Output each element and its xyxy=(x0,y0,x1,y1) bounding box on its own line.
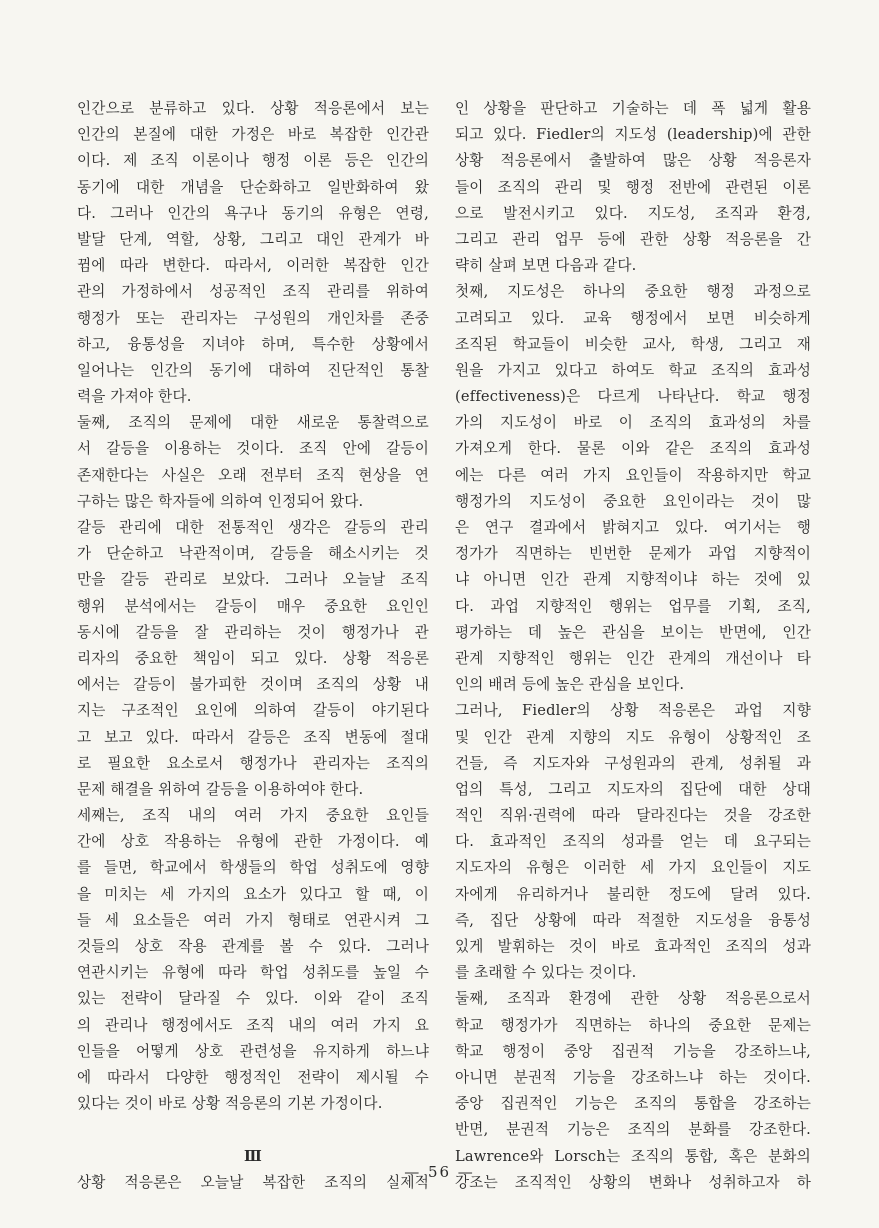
text-line: 학교 행정가가 직면하는 하나의 중요한 문제는 xyxy=(455,1016,811,1034)
text-line: 첫째, 지도성은 하나의 중요한 행정 과정으로 xyxy=(455,283,811,301)
text-line: 뀜에 따라 변한다. 따라서, 이러한 복잡한 인간 xyxy=(77,257,429,275)
text-line: 둘째, 조직과 환경에 관한 상황 적응론으로서 xyxy=(455,990,811,1008)
text-line: 갈등 관리에 대한 전통적인 생각은 갈등의 관리 xyxy=(77,519,429,536)
text-line: 학교 행정이 중앙 집권적 기능을 강조하느냐, xyxy=(455,1042,811,1060)
text-line xyxy=(77,1117,429,1143)
text-line: 반면, 분권적 기능은 조직의 분화를 강조한다. xyxy=(455,1121,811,1139)
text-line: 에는 다른 여러 가지 요인들이 작용하지만 학교 xyxy=(455,466,811,484)
text-line: 인의 배려 등에 높은 관심을 보인다. xyxy=(455,676,685,694)
text-line: 으로 발전시키고 있다. 지도성, 조직과 환경, xyxy=(455,204,811,222)
text-line: 에 따라서 다양한 행정적인 전략이 제시될 수 xyxy=(77,1068,429,1086)
text-line: 만을 갈등 관리로 보았다. 그러나 오늘날 조직 xyxy=(77,571,429,589)
text-line: 일어나는 인간의 동기에 대하여 진단적인 통찰 xyxy=(77,361,429,379)
text-line: 략히 살펴 보면 다음과 같다. xyxy=(455,257,637,275)
text-line: 되고 있다. Fiedler의 지도성 (leadership)에 관한 xyxy=(455,126,811,144)
text-line: 세째는, 조직 내의 여러 가지 중요한 요인들 xyxy=(77,807,429,825)
text-line: 상황 적응론에서 출발하여 많은 상황 적응론자 xyxy=(455,152,811,170)
text-line: 을 미치는 세 가지의 요소가 있다고 할 때, 이 xyxy=(77,885,429,903)
text-line: 업의 특성, 그리고 지도자의 집단에 대한 상대 xyxy=(455,780,811,798)
text-line: 를 초래할 수 있다는 것이다. xyxy=(455,964,637,982)
left-column xyxy=(77,96,429,1196)
text-line: 자에게 유리하거나 불리한 정도에 달려 있다. xyxy=(455,885,811,903)
text-line: 존재한다는 사실은 오래 전부터 조직 현상을 연 xyxy=(77,466,429,484)
text-line: 인 상황을 판단하고 기술하는 데 폭 넓게 활용 xyxy=(455,100,811,117)
text-line: 다. 그러나 인간의 욕구나 동기의 유형은 연령, xyxy=(77,204,429,222)
text-line: Lawrence와 Lorsch는 조직의 통합, 혹은 분화의 xyxy=(455,1147,811,1165)
text-line: 력을 가져야 한다. xyxy=(77,388,192,406)
text-line: 가의 지도성이 바로 이 조직의 효과성의 차를 xyxy=(455,414,811,432)
text-line: 둘째, 조직의 문제에 대한 새로운 통찰력으로 xyxy=(77,414,429,432)
text-line: 행위 분석에서는 갈등이 매우 중요한 요인인 xyxy=(77,597,429,615)
text-line: 로 필요한 요소로서 행정가나 관리자는 조직의 xyxy=(77,754,429,772)
text-line: 강조는 조직적인 상황의 변화나 성취하고자 하 xyxy=(455,1173,811,1191)
text-line: 상황 적응론은 오늘날 복잡한 조직의 실제적 xyxy=(77,1173,429,1191)
text-line: 이다. 제 조직 이론이나 행정 이론 등은 인간의 xyxy=(77,152,429,170)
text-line: 인간으로 분류하고 있다. 상황 적응론에서 보는 xyxy=(77,100,429,117)
text-line: 은 연구 결과에서 밝혀지고 있다. 여기서는 행 xyxy=(455,519,811,536)
text-line: 인간의 본질에 대한 가정은 바로 복잡한 인간관 xyxy=(77,126,429,144)
text-line: 리자의 중요한 책임이 되고 있다. 상황 적응론 xyxy=(77,649,429,667)
text-line: 있게 발휘하는 것이 바로 효과적인 조직의 성과 xyxy=(455,938,811,955)
text-line: 들이 조직의 관리 및 행정 전반에 관련된 이론 xyxy=(455,178,811,196)
text-line: 냐 아니면 인간 관계 지향적이냐 하는 것에 있 xyxy=(455,571,811,589)
text-line: (effectiveness)은 다르게 나타난다. 학교 행정 xyxy=(455,388,811,406)
text-line: 관계 지향적인 행위는 인간 관계의 개선이나 타 xyxy=(455,649,811,667)
text-line: 다. 과업 지향적인 행위는 업무를 기획, 조직, xyxy=(455,597,811,615)
text-line: 가 단순하고 낙관적이며, 갈등을 해소시키는 것 xyxy=(77,545,429,563)
text-line: 즉, 집단 상황에 따라 적절한 지도성을 융통성 xyxy=(455,911,811,929)
text-line: 관의 가정하에서 성공적인 조직 관리를 위하여 xyxy=(77,283,429,301)
text-line: 서 갈등을 이용하는 것이다. 조직 안에 갈등이 xyxy=(77,440,429,458)
text-line: 하고, 융통성을 지녀야 하며, 특수한 상황에서 xyxy=(77,335,429,353)
text-line: 그러나, Fiedler의 상황 적응론은 과업 지향 xyxy=(455,702,811,720)
text-line: 지도자의 유형은 이러한 세 가지 요인들이 지도 xyxy=(455,859,811,877)
text-line: 를 들면, 학교에서 학생들의 학업 성취도에 영향 xyxy=(77,859,429,877)
text-line: 정가가 직면하는 빈번한 문제가 과업 지향적이 xyxy=(455,545,811,563)
text-line: 고려되고 있다. 교육 행정에서 보면 비슷하게 xyxy=(455,309,811,327)
text-line: 문제 해결을 위하여 갈등을 이용하여야 한다. xyxy=(77,780,364,798)
text-line: 있다는 것이 바로 상황 적응론의 기본 가정이다. xyxy=(77,1095,383,1113)
text-line: 간에 상호 작용하는 유형에 관한 가정이다. 예 xyxy=(77,833,429,851)
text-line: 들 세 요소들은 여러 가지 형태로 연관시켜 그 xyxy=(77,911,429,929)
text-line: 동시에 갈등을 잘 관리하는 것이 행정가나 관 xyxy=(77,623,429,641)
text-line: 중앙 집권적인 기능은 조직의 통합을 강조하는 xyxy=(455,1095,811,1113)
text-line: 의 관리나 행정에서도 조직 내의 여러 가지 요 xyxy=(77,1016,429,1034)
page-number: — 56 — xyxy=(404,1163,475,1181)
text-line: 건들, 즉 지도자와 구성원과의 관계, 성취될 과 xyxy=(455,754,811,772)
text-line: 구하는 많은 학자들에 의하여 인정되어 왔다. xyxy=(77,492,364,510)
text-line: 그리고 관리 업무 등에 관한 상황 적응론을 간 xyxy=(455,230,811,248)
text-line: 발달 단계, 역할, 상황, 그리고 대인 관계가 바 xyxy=(77,230,429,248)
text-line: 가져오게 한다. 물론 이와 같은 조직의 효과성 xyxy=(455,440,811,458)
text-line: 행정가의 지도성이 중요한 요인이라는 것이 많 xyxy=(455,492,811,510)
text-line: 아니면 분권적 기능을 강조하느냐 하는 것이다. xyxy=(455,1068,811,1086)
section-heading: Ⅲ xyxy=(244,1147,262,1165)
text-line: 연관시키는 유형에 따라 학업 성취도를 높일 수 xyxy=(77,964,429,982)
text-line: 것들의 상호 작용 관계를 볼 수 있다. 그러나 xyxy=(77,938,429,955)
text-line: 평가하는 데 높은 관심을 보이는 반면에, 인간 xyxy=(455,623,811,641)
right-column xyxy=(455,96,811,1196)
text-line: 조직된 학교들이 비슷한 교사, 학생, 그리고 재 xyxy=(455,335,811,353)
text-line: 및 인간 관계 지향의 지도 유형이 상황적인 조 xyxy=(455,728,811,746)
text-line: 에서는 갈등이 불가피한 것이며 조직의 상황 내 xyxy=(77,676,429,694)
text-line: 원을 가지고 있다고 하여도 학교 조직의 효과성 xyxy=(455,361,811,379)
text-line: 인들을 어떻게 상호 관련성을 유지하게 하느냐 xyxy=(77,1042,429,1060)
text-line: 동기에 대한 개념을 단순화하고 일반화하여 왔 xyxy=(77,178,429,196)
text-line: 적인 직위·권력에 따라 달라진다는 것을 강조한 xyxy=(455,807,811,825)
text-line: 행정가 또는 관리자는 구성원의 개인차를 존중 xyxy=(77,309,429,327)
text-line: 다. 효과적인 조직의 성과를 얻는 데 요구되는 xyxy=(455,833,811,851)
text-line: 있는 전략이 달라질 수 있다. 이와 같이 조직 xyxy=(77,990,429,1008)
text-line: 지는 구조적인 요인에 의하여 갈등이 야기된다 xyxy=(77,702,429,720)
text-line: 고 보고 있다. 따라서 갈등은 조직 변동에 절대 xyxy=(77,728,429,746)
